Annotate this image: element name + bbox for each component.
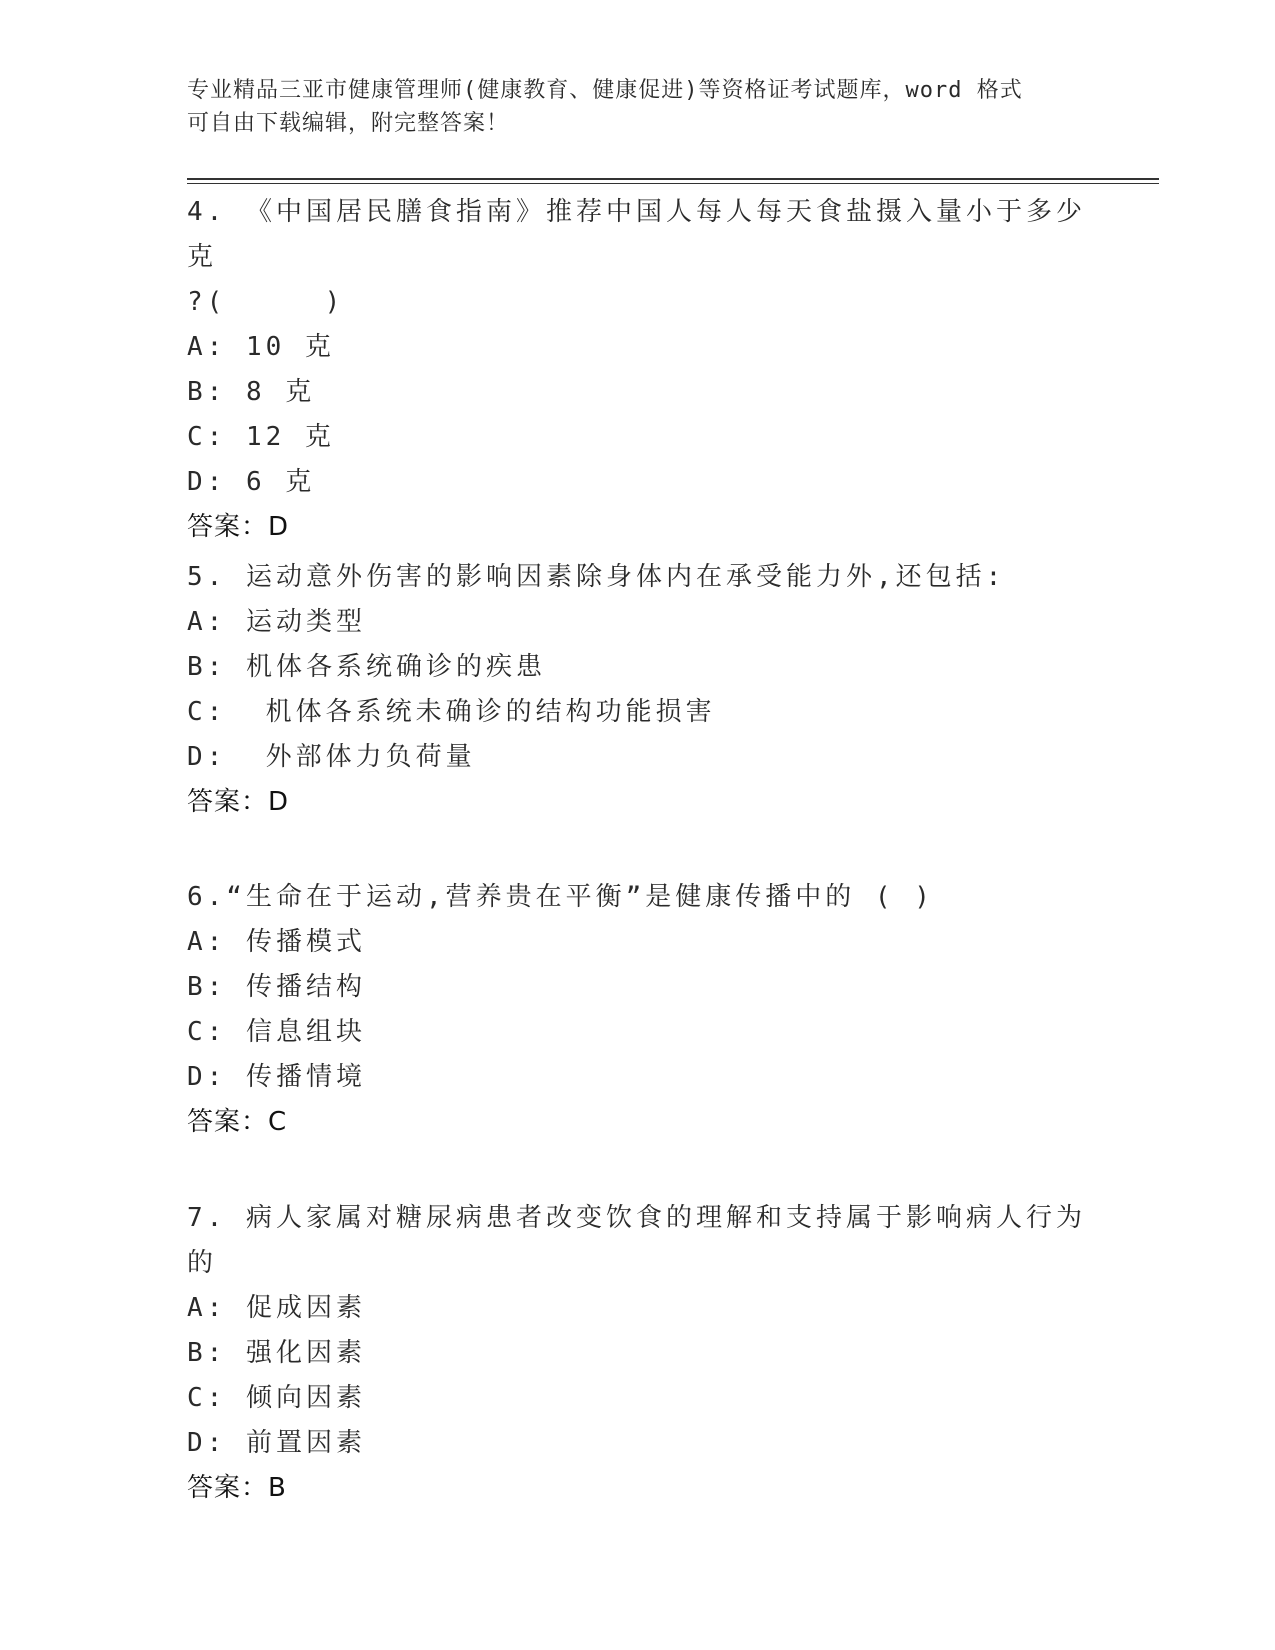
question-6 (187, 875, 1087, 1145)
option-a (187, 920, 1087, 965)
option-text: 12 克 (226, 422, 335, 452)
header-divider-thin (187, 183, 1159, 184)
option-label: D: (187, 742, 227, 772)
option-text: 传播情境 (226, 1062, 366, 1092)
option-a (187, 1286, 1087, 1331)
question-5 (187, 555, 1087, 825)
option-text: 传播模式 (226, 927, 366, 957)
header-divider-thick (187, 178, 1159, 180)
option-d (187, 1421, 1087, 1466)
option-label: B: (187, 377, 227, 407)
option-c (187, 415, 1087, 460)
option-text: 促成因素 (226, 1293, 366, 1323)
option-label: C: (187, 1017, 227, 1047)
option-text: 强化因素 (226, 1338, 366, 1368)
option-label: D: (187, 1428, 227, 1458)
option-text: 10 克 (226, 332, 335, 362)
option-label: D: (187, 1062, 227, 1092)
question-stem: 4. 《中国居民膳食指南》推荐中国人每人每天食盐摄入量小于多少克 (187, 197, 1086, 272)
option-label: C: (187, 1383, 227, 1413)
option-text: 运动类型 (226, 607, 366, 637)
option-label: D: (187, 467, 227, 497)
option-label: B: (187, 972, 227, 1002)
option-text: 机体各系统确诊的疾患 (226, 652, 546, 682)
option-b (187, 645, 1087, 690)
answer-line: 答案：D (187, 512, 290, 542)
answer-line: 答案：C (187, 1107, 288, 1137)
option-c (187, 1376, 1087, 1421)
question-stem: 7. 病人家属对糖尿病患者改变饮食的理解和支持属于影响病人行为的 (187, 1203, 1086, 1278)
option-text: 外部体力负荷量 (226, 742, 476, 772)
option-b (187, 1331, 1087, 1376)
answer-line: 答案：B (187, 1473, 287, 1503)
question-7 (187, 1196, 1087, 1511)
option-b (187, 370, 1087, 415)
option-text: 前置因素 (226, 1428, 366, 1458)
option-text: 8 克 (226, 377, 316, 407)
option-label: C: (187, 422, 227, 452)
option-label: A: (187, 1293, 227, 1323)
option-text: 传播结构 (226, 972, 366, 1002)
question-stem: 6.“生命在于运动,营养贵在平衡”是健康传播中的 ( ) (187, 882, 934, 912)
option-d (187, 460, 1087, 505)
question-stem-continued: ?( ) (187, 287, 345, 317)
option-a (187, 600, 1087, 645)
answer-line: 答案：D (187, 787, 290, 817)
header-line-2: 可自由下载编辑，附完整答案！ (187, 111, 510, 136)
question-stem: 5. 运动意外伤害的影响因素除身体内在承受能力外,还包括: (187, 562, 1006, 592)
option-label: B: (187, 1338, 227, 1368)
option-c (187, 1010, 1087, 1055)
option-label: A: (187, 332, 227, 362)
option-text: 6 克 (226, 467, 316, 497)
page-header (187, 74, 1067, 140)
option-text: 倾向因素 (226, 1383, 366, 1413)
option-a (187, 325, 1087, 370)
header-line-1: 专业精品三亚市健康管理师(健康教育、健康促进)等资格证考试题库，word 格式 (187, 78, 1023, 103)
option-label: C: (187, 697, 227, 727)
option-label: A: (187, 927, 227, 957)
option-d (187, 735, 1087, 780)
option-d (187, 1055, 1087, 1100)
option-b (187, 965, 1087, 1010)
option-label: A: (187, 607, 227, 637)
option-text: 机体各系统未确诊的结构功能损害 (226, 697, 716, 727)
question-4 (187, 190, 1087, 550)
option-text: 信息组块 (226, 1017, 366, 1047)
option-label: B: (187, 652, 227, 682)
option-c (187, 690, 1087, 735)
